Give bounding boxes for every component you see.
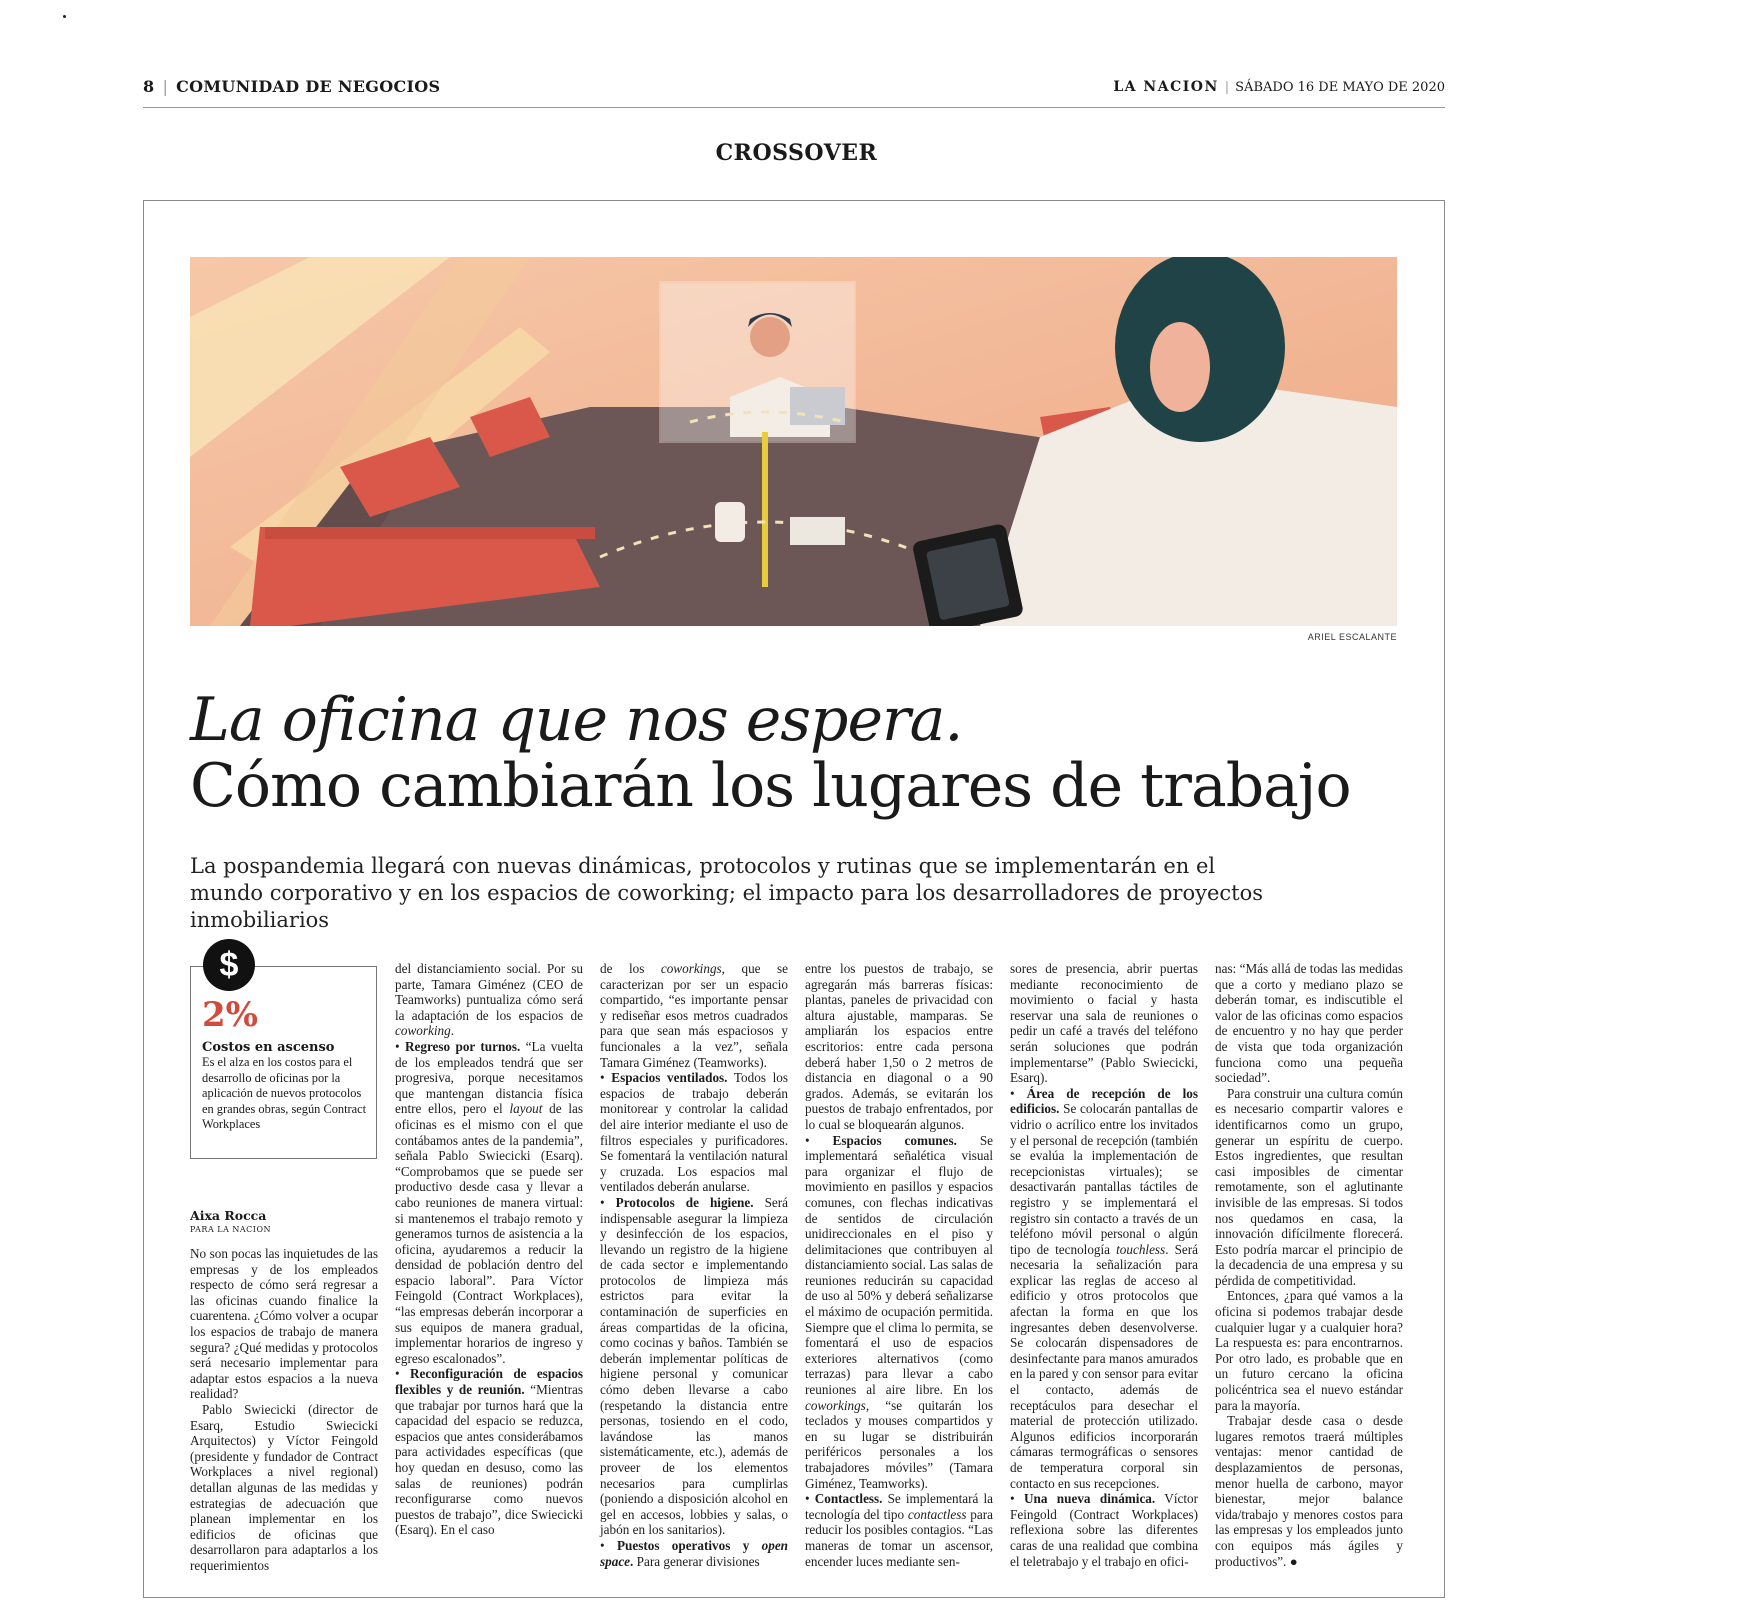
- column-3-paragraph-2: • Espacios ventilados. Todos los espacios de trabajo deberán monitorear y controlar la calidad del aire interior mediante el uso de filtros especiales y purificadores. Se fomentará la ventilación natural y cruzada. Los espacios mal ventilados deberán anularse.: [600, 1070, 788, 1195]
- page-number: 8: [143, 77, 155, 96]
- deck-subheadline: La pospandemia llegará con nuevas dinámicas, protocolos y rutinas que se implementarán en el mundo corporativo y en los espacios de coworking; el impacto para los desarrolladores de proyectos inmobiliarios: [190, 854, 1263, 932]
- column-4-paragraph-1: entre los puestos de trabajo, se agregarán más barreras físicas: plantas, paneles de privacidad con altura ajustable, mamparas. Se ampliarán los espacios entre escritorios: entre cada persona deberá haber 1,50 o 2 metros de distancia en diagonal o a 90 grados. Además, se evitarán los puestos de trabajo enfrentados, por lo cual se bloquearán algunos.: [805, 961, 993, 1132]
- header-right: LA NACION | SÁBADO 16 DE MAYO DE 2020: [1113, 79, 1445, 95]
- sidebar-percent: 2%: [202, 995, 258, 1035]
- article-column-2: [395, 961, 583, 1538]
- article-column-4: [805, 961, 993, 1569]
- office-illustration: [190, 257, 1397, 626]
- column-5-paragraph-1: sores de presencia, abrir puertas mediante reconocimiento de movimiento o facial y hasta reservar una sala de reuniones o pedir un café a través del teléfono serán soluciones que podrán implementarse” (Pablo Swiecicki, Esarq).: [1010, 961, 1198, 1086]
- column-2-paragraph-2: • Regreso por turnos. “La vuelta de los empleados tendrá que ser progresiva, porque necesitamos que mantengan distancia física entre ellos, pero el layout de las oficinas es el mismo con el que contábamos antes de la pandemia”, señala Pablo Swiecicki (Esarq). “Comprobamos que se puede ser productivo desde casa y llevar a cabo reuniones de manera virtual: si mantenemos el trabajo remoto y generamos turnos de asistencia a la oficina, ayudaremos a reducir la densidad de población dentro del espacio laboral”. Para Víctor Feingold (Contract Workplaces), “las empresas deberán incorporar a sus equipos de manera gradual, implementar horarios de ingreso y egreso escalonados”.: [395, 1038, 583, 1366]
- illustration-credit: ARIEL ESCALANTE: [1307, 632, 1397, 642]
- section-name: COMUNIDAD DE NEGOCIOS: [176, 77, 441, 96]
- column-5-paragraph-2: • Área de recepción de los edificios. Se colocarán pantallas de vidrio o acrílico entre los invitados y el personal de recepción (también se evalúa la implementación de recepcionistas virtuales); se desactivarán pantallas táctiles de registro y se implementará el registro sin contacto a través de un teléfono móvil personal o algún tipo de tecnología touchless. Será necesaria la señalización para explicar las reglas de acceso al edificio y otros protocolos que afectan la forma en que los ingresantes deben desenvolverse. Se colocarán dispensadores de desinfectante para manos amurados en la pared y con sensor para evitar el contacto, además de receptáculos para desechar el material de protección utilizado. Algunos edificios incorporarán cámaras termográficas o sensores de temperatura corporal sin contacto en sus recepciones.: [1010, 1085, 1199, 1491]
- column-3-paragraph-1: de los coworkings, que se caracterizan por ser un espacio compartido, “es importante pensar y rediseñar esos metros cuadrados para que sean más espaciosos y funcionales a la vez”, señala Tamara Giménez (Teamworks).: [600, 961, 789, 1070]
- column-4-paragraph-2: • Espacios comunes. Se implementará señalética visual para organizar el flujo de movimiento en pasillos y espacios comunes, con flechas indicativas de sentidos de circulación unidireccionales en el piso y delimitaciones que contribuyen al distanciamiento social. Las salas de reuniones reducirán su capacidad de uso al 50% y deberá señalizarse el máximo de ocupación permitida. Siempre que el clima lo permita, se fomentará el uso de espacios exteriores alternativos (como terrazas) para llevar a cabo reuniones al aire libre. En los coworkings, “se quitarán los teclados y mouses compartidos y en su lugar se distribuirán periféricos personales a los trabajadores móviles” (Tamara Giménez, Teamworks).: [805, 1132, 994, 1491]
- newspaper-brand: LA NACION: [1113, 79, 1219, 95]
- section-label: CROSSOVER: [715, 140, 878, 166]
- article-column-3: [600, 961, 788, 1569]
- article-column-6: [1215, 961, 1403, 1569]
- issue-date: SÁBADO 16 DE MAYO DE 2020: [1235, 80, 1445, 95]
- column-6-paragraph-3: Entonces, ¿para qué vamos a la oficina si podemos trabajar desde cualquier lugar y a cualquier hora? La respuesta es: para encontrarnos. Por otro lado, es probable que en un futuro cercano la oficina policéntrica sea el nuevo estándar para la mayoría.: [1215, 1288, 1403, 1413]
- column-2-paragraph-3: • Reconfiguración de espacios flexibles y de reunión. “Mientras que trabajar por turnos hará que la capacidad del espacio se reduzca, espacios que antes considerábamos para actividades específicas (que hoy quedan en desuso, como las salas de reuniones) podrán reconfigurarse como nuevos puestos de trabajo”, dice Swiecicki (Esarq). En el caso: [395, 1366, 583, 1538]
- sidebar-title: Costos en ascenso: [202, 1040, 335, 1055]
- column-6-paragraph-2: Para construir una cultura común es necesario compartir valores e identificarnos como un grupo, generar un espíritu de cuerpo. Estos ingredientes, que resultan casi imposibles de cimentar remotamente, son el aglutinante invisible de las empresas. Si todos nos quedamos en casa, la innovación difícilmente florecerá. Esto podría marcar el principio de la decadencia de una empresa y su pérdida de competitividad.: [1215, 1085, 1403, 1288]
- sidebar-text: Es el alza en los costos para el desarrollo de oficinas por la aplicación de nuevos protocolos en grandes obras, según Contract Workplaces: [202, 1055, 367, 1132]
- column-4-paragraph-3: • Contactless. Se implementará la tecnología del tipo contactless para reducir los posibles contagios. “Las maneras de tomar un ascensor, encender luces mediante sen-: [805, 1491, 993, 1569]
- dollar-icon: $: [203, 939, 255, 991]
- header-left: 8 | COMUNIDAD DE NEGOCIOS: [143, 77, 441, 96]
- column-6-paragraph-4: Trabajar desde casa o desde lugares remotos traerá múltiples ventajas: menor cantidad de desplazamientos de personas, menor huella de carbono, mayor bienestar, mejor balance vida/trabajo y menores costos para las empresas y los empleados junto con equipos más ágiles y productivos”. ●: [1215, 1413, 1403, 1569]
- column-1-paragraph-2: Pablo Swiecicki (director de Esarq, Estudio Swiecicki Arquitectos) y Víctor Feingold (presidente y fundador de Contract Workplaces a nivel regional) detallan algunas de las medidas y estrategias de adecuación que planean implementar en los edificios de oficinas que desarrollaron para adaptarlos a los requerimientos: [190, 1401, 378, 1573]
- page-dot: [63, 15, 66, 18]
- article-column-5: [1010, 961, 1198, 1569]
- article-column-1: [190, 1246, 378, 1573]
- column-2-paragraph-1: del distanciamiento social. Por su parte, Tamara Giménez (CEO de Teamworks) puntualiza cómo será la adaptación de los espacios de coworking.: [395, 961, 583, 1039]
- page-header: [143, 77, 1445, 108]
- column-1-paragraph-1: No son pocas las inquietudes de las empresas y de los empleados respecto de cómo será regresar a las oficinas cuando finalice la cuarentena. ¿Cómo volver a ocupar los espacios de trabajo de manera segura? ¿Qué medidas y protocolos será necesario implementar para adaptar estos espacios a la nueva realidad?: [190, 1246, 378, 1402]
- column-6-paragraph-1: nas: “Más allá de todas las medidas que a corto y mediano plazo se deberán tomar, es indiscutible el valor de las oficinas como espacios de encuentro y no hay que perder de vista que toda organización funciona como una pequeña sociedad”.: [1215, 961, 1403, 1086]
- column-3-paragraph-4: • Puestos operativos y open space. Para generar divisiones: [600, 1537, 788, 1569]
- column-3-paragraph-3: • Protocolos de higiene. Será indispensable asegurar la limpieza y desinfección de los espacios, llevando un registro de la higiene de cada sector e implementando protocolos de limpieza más estrictos para evitar la contaminación de superficies en áreas compartidas de la oficina, como cocinas y baños. También se deberán implementar políticas de higiene personal y comunicar cómo deben llevarse a cabo (respetando la distancia entre personas, tosiendo en el codo, lavándose las manos sistemáticamente, etc.), además de proveer de los elementos necesarios para cumplirlas (poniendo a disposición alcohol en gel en accesos, lobbies y salas, o jabón en los sanitarios).: [600, 1194, 788, 1538]
- byline-author: Aixa Rocca: [190, 1208, 267, 1223]
- headline-line-1: La oficina que nos espera.: [190, 685, 963, 755]
- headline-line-2: Cómo cambiarán los lugares de trabajo: [190, 751, 1351, 821]
- byline-affiliation: PARA LA NACION: [190, 1225, 272, 1234]
- column-5-paragraph-3: • Una nueva dinámica. Víctor Feingold (Contract Workplaces) reflexiona sobre las diferentes caras de una realidad que combina el teletrabajo y el trabajo en ofici-: [1010, 1491, 1198, 1569]
